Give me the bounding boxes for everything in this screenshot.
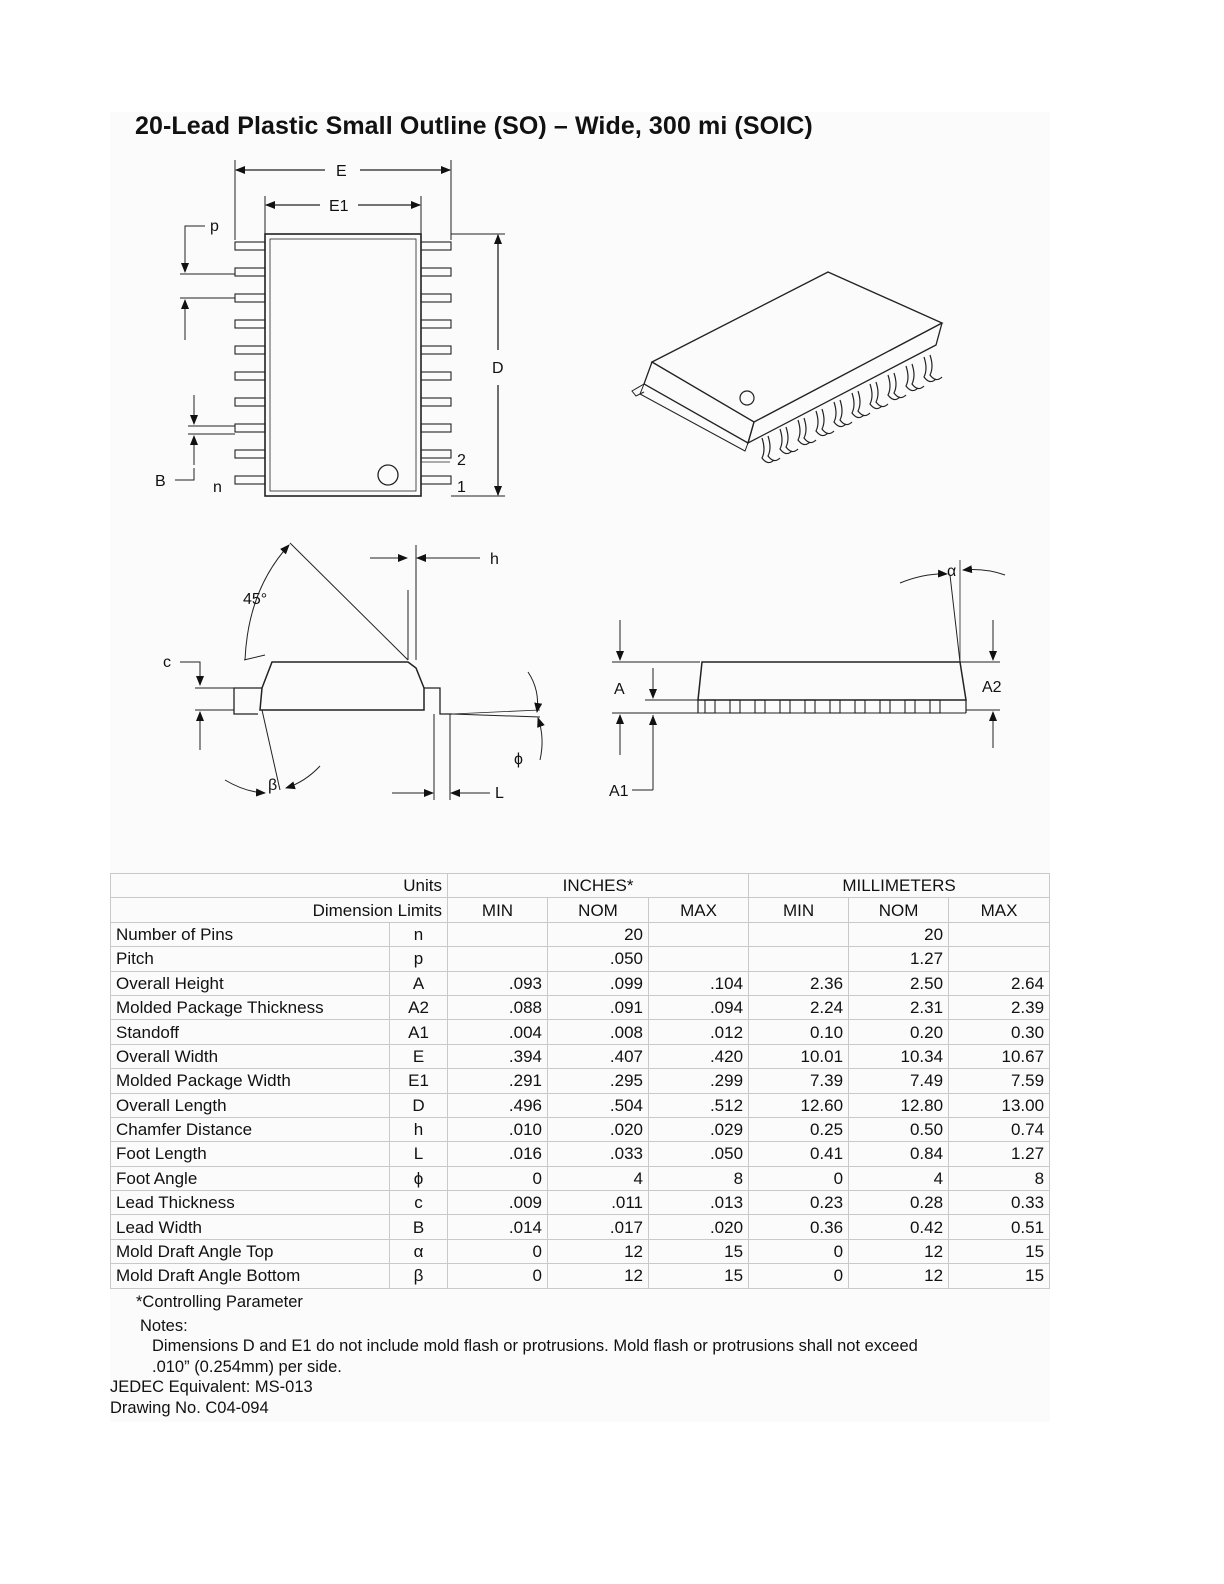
inches-max bbox=[649, 947, 749, 971]
table-row bbox=[111, 1166, 1050, 1190]
inches-min-header: MIN bbox=[448, 898, 548, 922]
mm-max: 2.39 bbox=[949, 995, 1050, 1019]
mm-max: 0.30 bbox=[949, 1020, 1050, 1044]
inches-nom: .050 bbox=[548, 947, 649, 971]
mm-min: 0 bbox=[749, 1264, 849, 1288]
mm-max: 8 bbox=[949, 1166, 1050, 1190]
mm-min: 0 bbox=[749, 1166, 849, 1190]
left-leads bbox=[235, 242, 265, 484]
mm-min: 10.01 bbox=[749, 1044, 849, 1068]
dimension-symbol: D bbox=[390, 1093, 448, 1117]
inches-min: 0 bbox=[448, 1239, 548, 1263]
mm-max: 15 bbox=[949, 1264, 1050, 1288]
table-row bbox=[111, 1093, 1050, 1117]
dimension-symbol: A bbox=[390, 971, 448, 995]
inches-max: 15 bbox=[649, 1264, 749, 1288]
table-row bbox=[111, 1069, 1050, 1093]
mm-nom: 4 bbox=[849, 1166, 949, 1190]
inches-nom: .020 bbox=[548, 1117, 649, 1141]
mm-nom: 0.42 bbox=[849, 1215, 949, 1239]
table-row bbox=[111, 1191, 1050, 1215]
table-row bbox=[111, 995, 1050, 1019]
inches-min: .394 bbox=[448, 1044, 548, 1068]
inches-min: .088 bbox=[448, 995, 548, 1019]
dimension-table bbox=[110, 873, 1050, 1289]
inches-nom: .033 bbox=[548, 1142, 649, 1166]
dimension-symbol: n bbox=[390, 922, 448, 946]
mm-min: 2.24 bbox=[749, 995, 849, 1019]
mm-min bbox=[749, 947, 849, 971]
table-row bbox=[111, 1215, 1050, 1239]
note-line-2: .010” (0.254mm) per side. bbox=[152, 1357, 342, 1376]
controlling-parameter-note: *Controlling Parameter bbox=[136, 1293, 303, 1311]
dimension-name: Mold Draft Angle Top bbox=[111, 1239, 390, 1263]
mm-nom: 7.49 bbox=[849, 1069, 949, 1093]
inches-max: .299 bbox=[649, 1069, 749, 1093]
mm-nom-header: NOM bbox=[849, 898, 949, 922]
dimension-name: Molded Package Width bbox=[111, 1069, 390, 1093]
right-leads bbox=[421, 242, 451, 484]
dimension-symbol: L bbox=[390, 1142, 448, 1166]
label-E: E bbox=[336, 163, 347, 180]
inches-min: .014 bbox=[448, 1215, 548, 1239]
table-row bbox=[111, 922, 1050, 946]
inches-max: .420 bbox=[649, 1044, 749, 1068]
dimension-name: Lead Thickness bbox=[111, 1191, 390, 1215]
notes-heading: Notes: bbox=[140, 1316, 188, 1335]
mm-max: 7.59 bbox=[949, 1069, 1050, 1093]
mm-max: 13.00 bbox=[949, 1093, 1050, 1117]
dimension-symbol: B bbox=[390, 1215, 448, 1239]
inches-min: .010 bbox=[448, 1117, 548, 1141]
mm-nom: 12.80 bbox=[849, 1093, 949, 1117]
inches-max: .512 bbox=[649, 1093, 749, 1117]
mm-max: 2.64 bbox=[949, 971, 1050, 995]
side-view bbox=[612, 560, 1005, 790]
inches-min: .093 bbox=[448, 971, 548, 995]
inches-max: .104 bbox=[649, 971, 749, 995]
table-row bbox=[111, 1117, 1050, 1141]
inches-max: 15 bbox=[649, 1239, 749, 1263]
mm-max bbox=[949, 922, 1050, 946]
dimension-name: Molded Package Thickness bbox=[111, 995, 390, 1019]
dimension-name: Pitch bbox=[111, 947, 390, 971]
end-view bbox=[180, 543, 542, 800]
inches-nom: .099 bbox=[548, 971, 649, 995]
label-beta: β bbox=[268, 777, 278, 794]
dimension-name: Overall Length bbox=[111, 1093, 390, 1117]
inches-nom: .504 bbox=[548, 1093, 649, 1117]
mm-nom: 12 bbox=[849, 1239, 949, 1263]
label-c: c bbox=[163, 654, 171, 671]
label-A: A bbox=[614, 681, 625, 698]
label-h: h bbox=[490, 551, 499, 568]
inches-nom: .091 bbox=[548, 995, 649, 1019]
mm-max: 0.33 bbox=[949, 1191, 1050, 1215]
inches-nom: 12 bbox=[548, 1264, 649, 1288]
notes-block bbox=[110, 1292, 918, 1418]
dimension-symbol: A2 bbox=[390, 995, 448, 1019]
label-pin-1: 1 bbox=[457, 479, 466, 496]
label-p: p bbox=[210, 218, 219, 235]
mm-min-header: MIN bbox=[749, 898, 849, 922]
mm-nom: 10.34 bbox=[849, 1044, 949, 1068]
dimension-name: Chamfer Distance bbox=[111, 1117, 390, 1141]
table-row bbox=[111, 947, 1050, 971]
inches-max-header: MAX bbox=[649, 898, 749, 922]
mm-min: 0.41 bbox=[749, 1142, 849, 1166]
dimension-symbol: E1 bbox=[390, 1069, 448, 1093]
label-L: L bbox=[495, 785, 504, 802]
inches-max: .013 bbox=[649, 1191, 749, 1215]
millimeters-header: MILLIMETERS bbox=[749, 874, 1050, 898]
mm-min: 0 bbox=[749, 1239, 849, 1263]
inches-max: .020 bbox=[649, 1215, 749, 1239]
mm-max: 1.27 bbox=[949, 1142, 1050, 1166]
units-label: Units bbox=[111, 874, 448, 898]
dimension-symbol: h bbox=[390, 1117, 448, 1141]
mm-min: 7.39 bbox=[749, 1069, 849, 1093]
inches-max: .094 bbox=[649, 995, 749, 1019]
dimension-symbol: ϕ bbox=[390, 1166, 448, 1190]
side-leads bbox=[705, 700, 940, 713]
label-E1: E1 bbox=[329, 198, 349, 215]
inches-max bbox=[649, 922, 749, 946]
mm-min: 0.23 bbox=[749, 1191, 849, 1215]
dimension-name: Overall Height bbox=[111, 971, 390, 995]
dimension-symbol: β bbox=[390, 1264, 448, 1288]
mm-min: 12.60 bbox=[749, 1093, 849, 1117]
inches-nom: 12 bbox=[548, 1239, 649, 1263]
table-row bbox=[111, 1142, 1050, 1166]
dimension-name: Standoff bbox=[111, 1020, 390, 1044]
mm-nom: 0.20 bbox=[849, 1020, 949, 1044]
mm-max: 10.67 bbox=[949, 1044, 1050, 1068]
table-row bbox=[111, 1020, 1050, 1044]
label-phi: ϕ bbox=[514, 751, 523, 768]
mm-nom: 0.28 bbox=[849, 1191, 949, 1215]
units-header-row bbox=[111, 874, 1050, 898]
inches-min: 0 bbox=[448, 1166, 548, 1190]
dimension-limits-label: Dimension Limits bbox=[111, 898, 448, 922]
drawing-number: Drawing No. C04-094 bbox=[110, 1398, 269, 1417]
mm-min: 0.10 bbox=[749, 1020, 849, 1044]
inches-min: .496 bbox=[448, 1093, 548, 1117]
inches-max: .050 bbox=[649, 1142, 749, 1166]
table-row bbox=[111, 1264, 1050, 1288]
dimension-name: Mold Draft Angle Bottom bbox=[111, 1264, 390, 1288]
jedec-equivalent: JEDEC Equivalent: MS-013 bbox=[110, 1378, 313, 1396]
inches-nom: .407 bbox=[548, 1044, 649, 1068]
inches-nom: .017 bbox=[548, 1215, 649, 1239]
inches-min: .004 bbox=[448, 1020, 548, 1044]
inches-max: 8 bbox=[649, 1166, 749, 1190]
label-alpha: α bbox=[947, 563, 957, 580]
dimension-symbol: α bbox=[390, 1239, 448, 1263]
inches-min bbox=[448, 947, 548, 971]
inches-min: .009 bbox=[448, 1191, 548, 1215]
inches-nom: .008 bbox=[548, 1020, 649, 1044]
mm-max: 15 bbox=[949, 1239, 1050, 1263]
label-A2: A2 bbox=[982, 679, 1002, 696]
inches-nom: .295 bbox=[548, 1069, 649, 1093]
inches-header: INCHES* bbox=[448, 874, 749, 898]
note-line-1: Dimensions D and E1 do not include mold flash or protrusions. Mold flash or protrusions shall not exceed bbox=[152, 1337, 918, 1355]
label-n: n bbox=[213, 479, 222, 496]
dimension-symbol: E bbox=[390, 1044, 448, 1068]
mm-nom: 20 bbox=[849, 922, 949, 946]
mm-nom: 12 bbox=[849, 1264, 949, 1288]
inches-nom-header: NOM bbox=[548, 898, 649, 922]
mm-max bbox=[949, 947, 1050, 971]
mm-nom: 2.50 bbox=[849, 971, 949, 995]
dimension-name: Lead Width bbox=[111, 1215, 390, 1239]
inches-nom: 20 bbox=[548, 922, 649, 946]
inches-min bbox=[448, 922, 548, 946]
inches-nom: 4 bbox=[548, 1166, 649, 1190]
mm-max-header: MAX bbox=[949, 898, 1050, 922]
label-A1: A1 bbox=[609, 783, 629, 800]
label-B: B bbox=[155, 473, 166, 490]
table-row bbox=[111, 971, 1050, 995]
limits-header-row bbox=[111, 898, 1050, 922]
page-title: 20-Lead Plastic Small Outline (SO) – Wide, 300 mi (SOIC) bbox=[135, 112, 813, 140]
mm-nom: 2.31 bbox=[849, 995, 949, 1019]
dimension-name: Foot Length bbox=[111, 1142, 390, 1166]
dimension-name: Overall Width bbox=[111, 1044, 390, 1068]
inches-max: .012 bbox=[649, 1020, 749, 1044]
inches-nom: .011 bbox=[548, 1191, 649, 1215]
inches-max: .029 bbox=[649, 1117, 749, 1141]
mm-nom: 0.50 bbox=[849, 1117, 949, 1141]
mm-nom: 1.27 bbox=[849, 947, 949, 971]
inches-min: .291 bbox=[448, 1069, 548, 1093]
label-D: D bbox=[492, 360, 504, 377]
isometric-view bbox=[632, 272, 942, 463]
table-row bbox=[111, 1239, 1050, 1263]
mm-min: 0.25 bbox=[749, 1117, 849, 1141]
mm-nom: 0.84 bbox=[849, 1142, 949, 1166]
dimension-symbol: c bbox=[390, 1191, 448, 1215]
mm-min: 0.36 bbox=[749, 1215, 849, 1239]
inches-min: 0 bbox=[448, 1264, 548, 1288]
mm-min bbox=[749, 922, 849, 946]
dimension-name: Number of Pins bbox=[111, 922, 390, 946]
mm-max: 0.51 bbox=[949, 1215, 1050, 1239]
inches-min: .016 bbox=[448, 1142, 548, 1166]
dimension-symbol: p bbox=[390, 947, 448, 971]
label-pin-2: 2 bbox=[457, 452, 466, 469]
dimension-name: Foot Angle bbox=[111, 1166, 390, 1190]
mm-max: 0.74 bbox=[949, 1117, 1050, 1141]
label-45-degrees: 45° bbox=[243, 591, 268, 608]
dimension-symbol: A1 bbox=[390, 1020, 448, 1044]
table-row bbox=[111, 1044, 1050, 1068]
mm-min: 2.36 bbox=[749, 971, 849, 995]
